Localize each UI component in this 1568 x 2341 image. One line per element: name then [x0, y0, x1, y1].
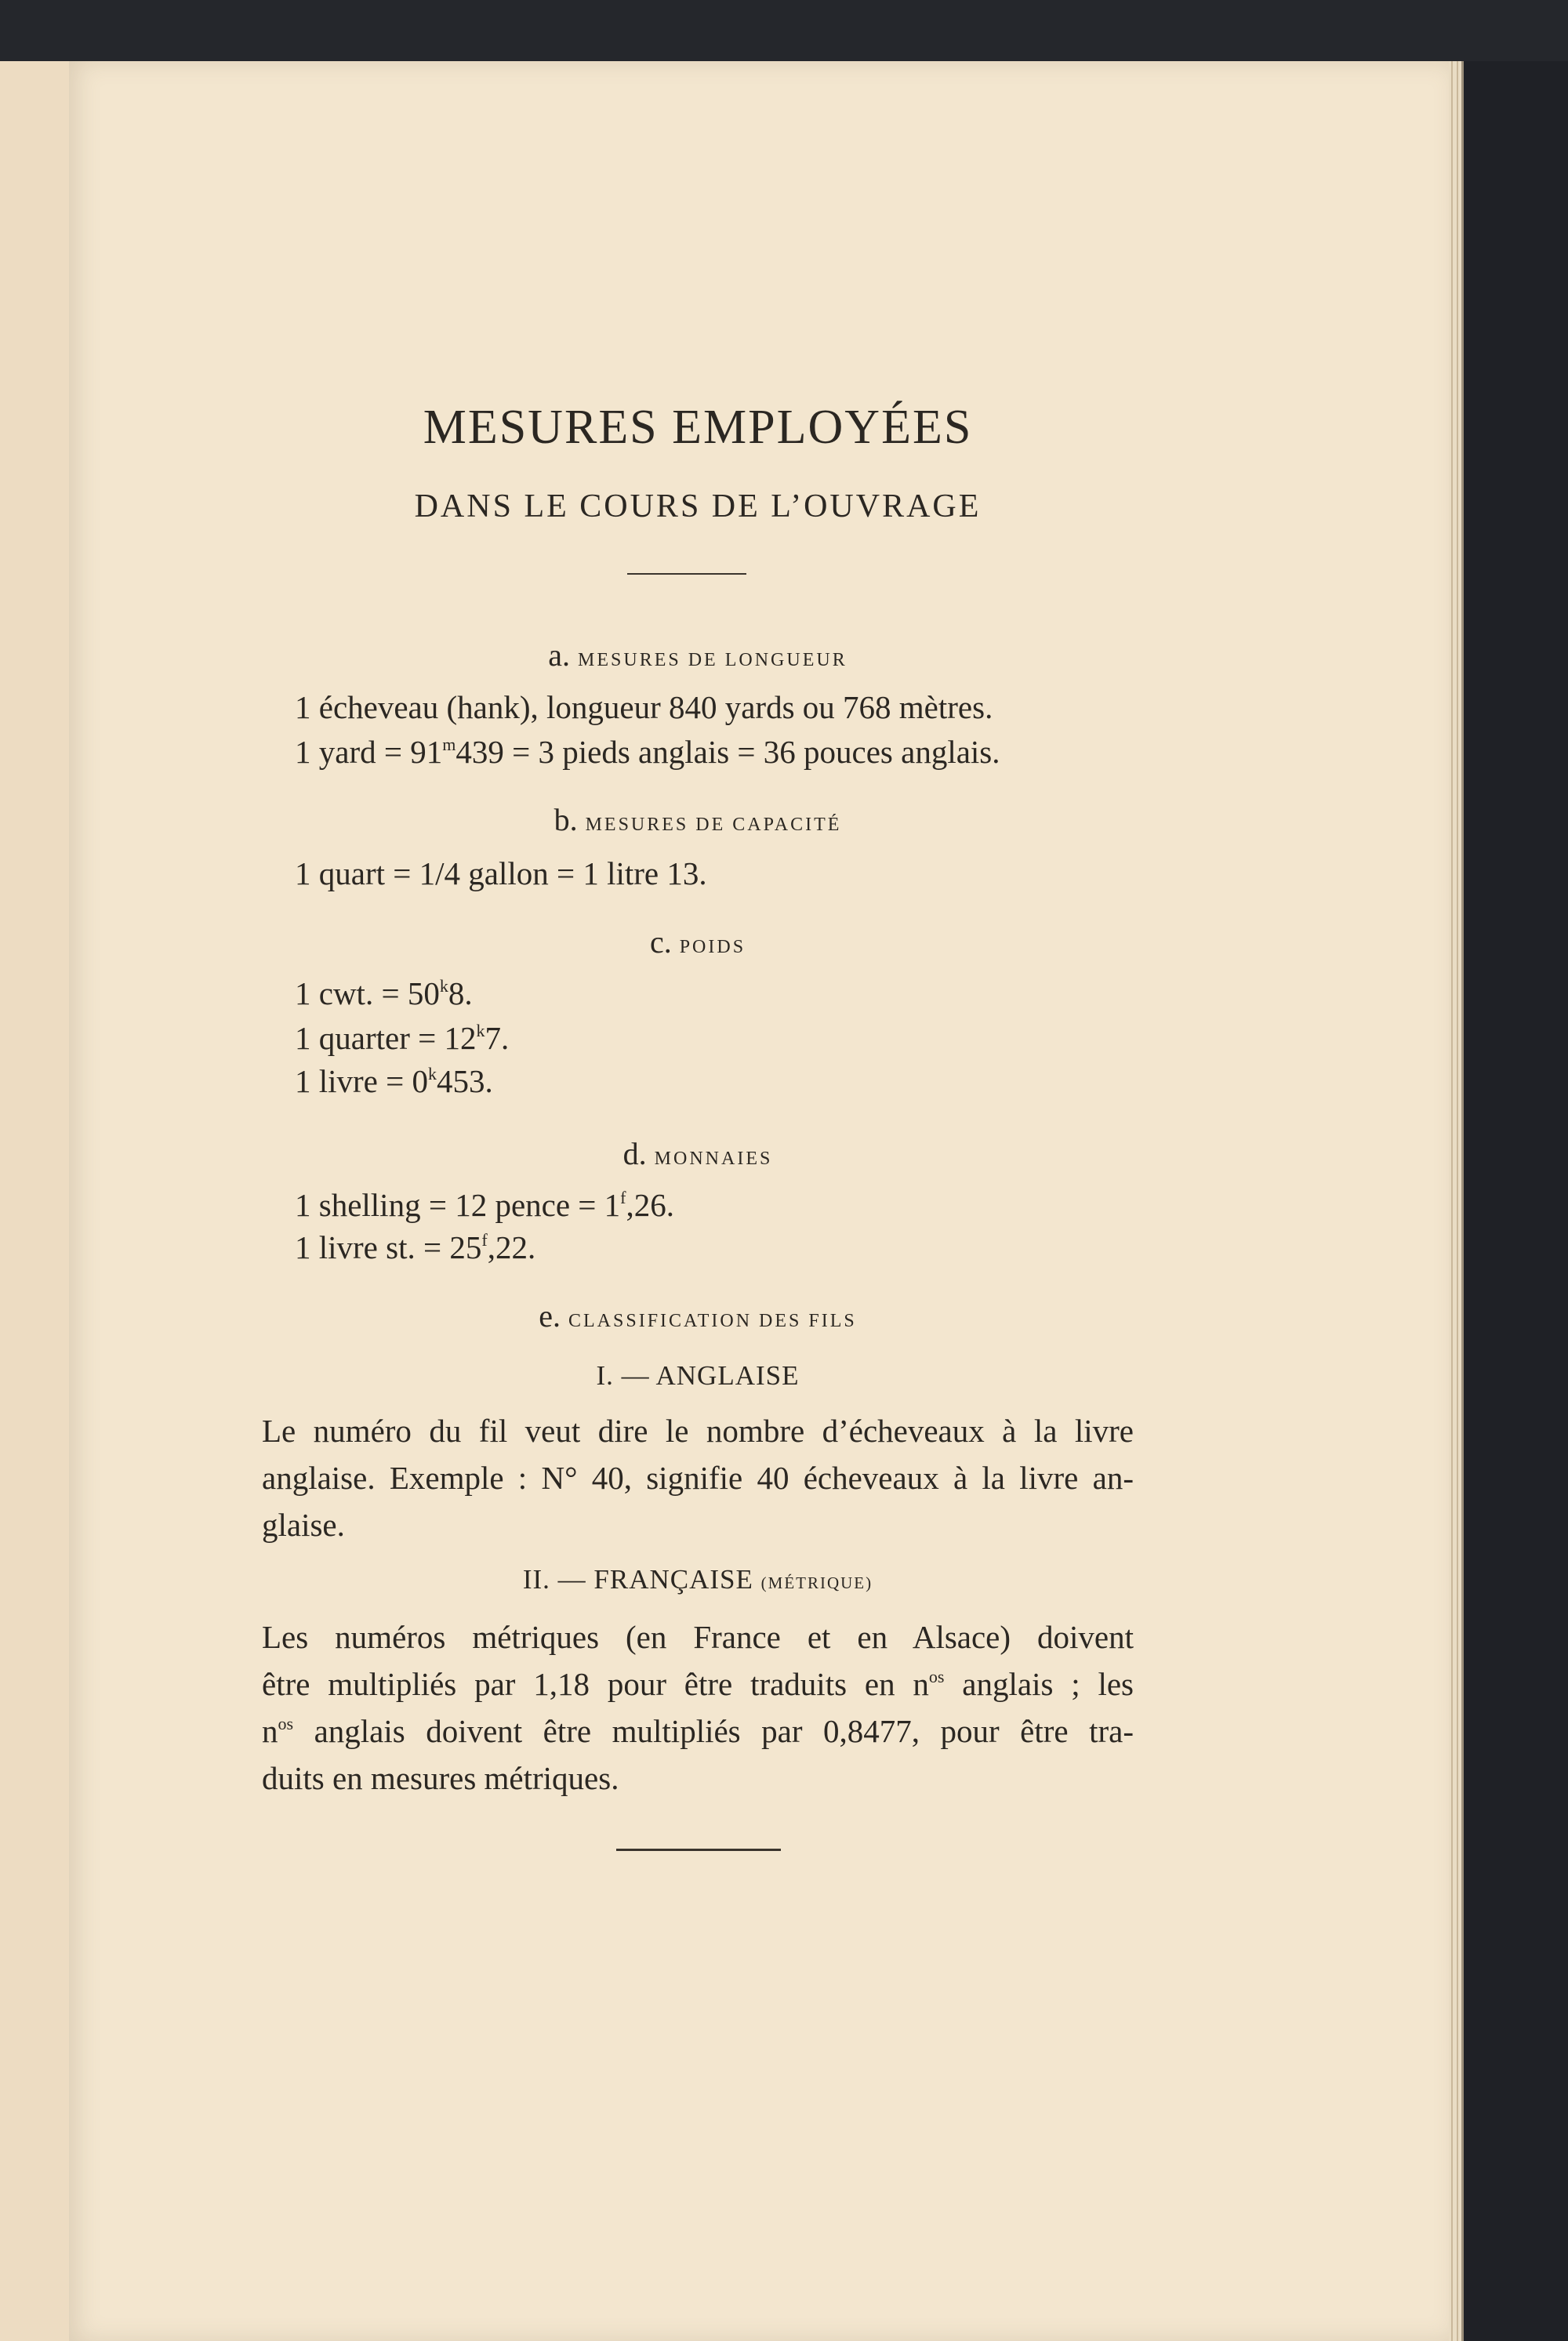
- background-top: [0, 0, 1568, 61]
- section-c-line-3: 1 livre = $0^k453$.: [295, 1063, 493, 1099]
- page-subtitle: DANS LE COURS DE L’OUVRAGE: [414, 488, 982, 524]
- section-e-sub2-paragraph: Les numéros métriques (en France et en Alsace) doivent être multipliés par 1,18 pour être traduits en $n^{os}$ anglais ; les $n^{os}$ anglais doivent être multipliés par 0,8477, pour être tra- duits en mesures métriques.: [262, 1619, 1134, 1796]
- section-c-line-2: 1 quarter = $12^k7$.: [295, 1020, 510, 1056]
- section-d-line-1: 1 shelling = 12 pence = $1^f,26$.: [295, 1187, 674, 1223]
- section-a-heading: a. MESURES DE LONGUEUR: [548, 637, 848, 673]
- page-title: MESURES EMPLOYÉES: [423, 401, 973, 454]
- section-a-line-2: 1 yard = $91^m439 = 3$ pieds anglais = 36 pouces anglais.: [295, 734, 1000, 770]
- end-rule: [616, 1849, 781, 1851]
- section-d-heading: d. MONNAIES: [622, 1136, 773, 1171]
- section-b-line-1: 1 quart = 1/4 gallon = 1 litre 13.: [295, 855, 707, 891]
- section-e-sub1-paragraph: Le numéro du fil veut dire le nombre d’écheveaux à la livre anglaise. Exemple : N° 40, signifie 40 écheveaux à la livre an- glaise.: [262, 1413, 1134, 1543]
- section-a-line-1: 1 écheveau (hank), longueur 840 yards ou 768 mètres.: [295, 689, 993, 725]
- title-rule: [627, 573, 746, 575]
- section-e-sub2-title: II. — FRANÇAISE (MÉTRIQUE): [522, 1564, 873, 1595]
- section-b-heading: b. MESURES DE CAPACITÉ: [554, 802, 842, 837]
- section-e-heading: e. CLASSIFICATION DES FILS: [539, 1298, 857, 1334]
- section-c-heading: c. POIDS: [649, 924, 746, 960]
- section-d-line-2: 1 livre st. = $25^f,22$.: [295, 1229, 536, 1265]
- section-c-line-1: 1 cwt. = $50^k8$.: [295, 975, 473, 1011]
- section-e-sub1-title: I. — ANGLAISE: [596, 1360, 800, 1391]
